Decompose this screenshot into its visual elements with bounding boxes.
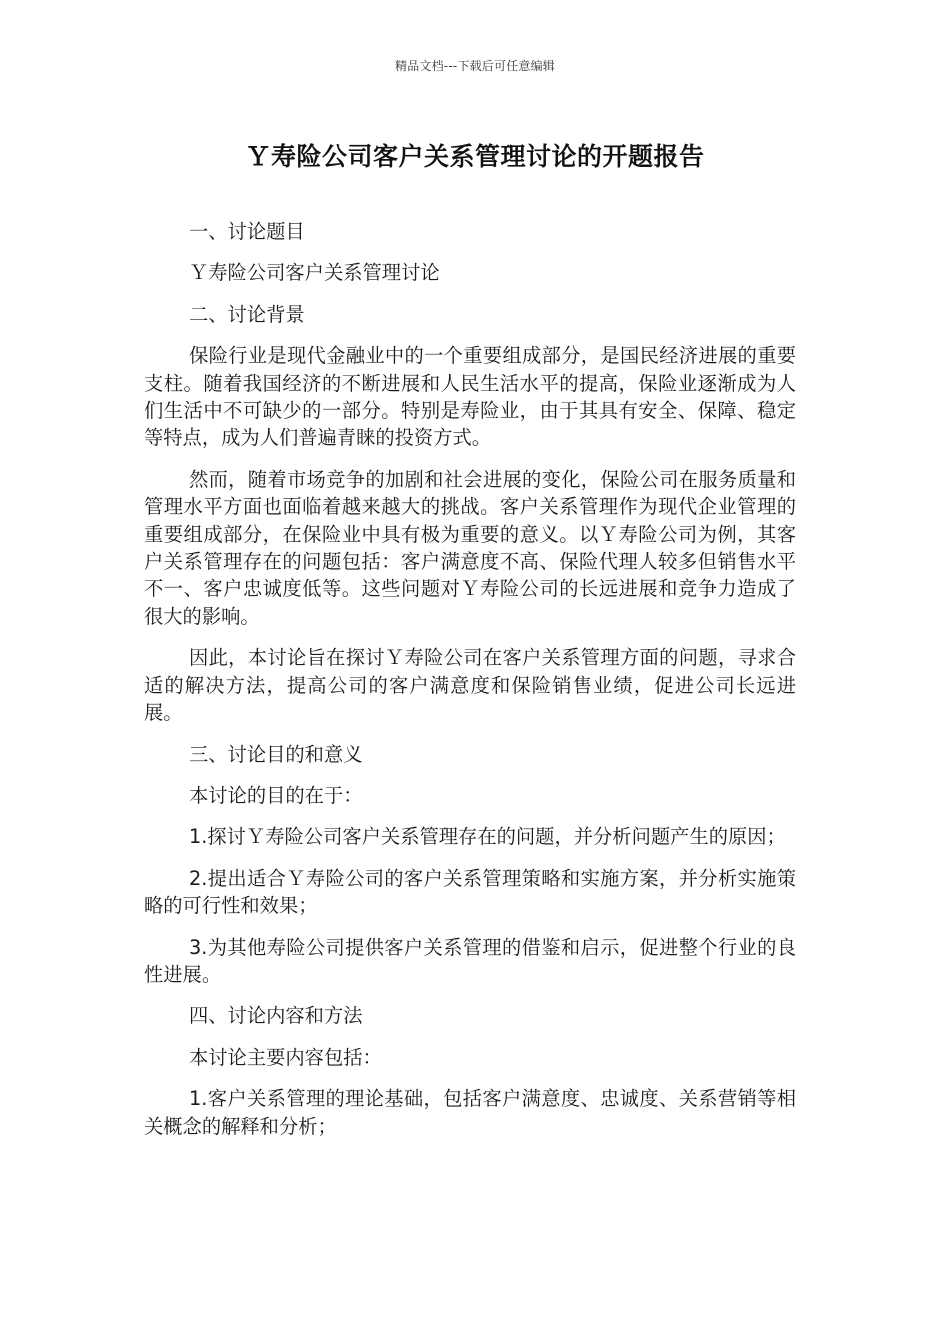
background-paragraph: 然而，随着市场竞争的加剧和社会进展的变化，保险公司在服务质量和管理水平方面也面临着越来越大的挑战。客户关系管理作为现代企业管理的重要组成部分，在保险业中具有极为重要的意义。以Ｙ寿险公司为例，其客户关系管理存在的问题包括：客户满意度不高、保险代理人较多但销售水平不一、客户忠诚度低等。这些问题对Ｙ寿险公司的长远进展和竞争力造成了很大的影响。 (144, 467, 796, 628)
purpose-item: 1.探讨Ｙ寿险公司客户关系管理存在的问题，并分析问题产生的原因； (189, 825, 786, 849)
section-heading-content-methods: 四、讨论内容和方法 (189, 1004, 363, 1028)
purpose-item: 3.为其他寿险公司提供客户关系管理的借鉴和启示，促进整个行业的良性进展。 (144, 935, 796, 986)
topic-text: Ｙ寿险公司客户关系管理讨论 (189, 261, 440, 285)
section-heading-topic: 一、讨论题目 (189, 220, 305, 243)
purpose-item: 2.提出适合Ｙ寿险公司的客户关系管理策略和实施方案，并分析实施策略的可行性和效果； (144, 866, 796, 918)
background-paragraph: 保险行业是现代金融业中的一个重要组成部分，是国民经济进展的重要支柱。随着我国经济的不断进展和人民生活水平的提高，保险业逐渐成为人们生活中不可缺少的一部分。特别是寿险业，由于其具有安全、保障、稳定等特点，成为人们普遍青睐的投资方式。 (144, 344, 796, 450)
document-body (144, 218, 796, 1154)
purpose-intro: 本讨论的目的在于： (189, 783, 363, 807)
document-title: Ｙ寿险公司客户关系管理讨论的开题报告 (245, 142, 705, 171)
content-item: 1.客户关系管理的理论基础，包括客户满意度、忠诚度、关系营销等相关概念的解释和分析； (144, 1087, 796, 1138)
section-heading-background: 二、讨论背景 (189, 302, 305, 326)
section-heading-purpose: 三、讨论目的和意义 (189, 742, 363, 766)
header-note: 精品文档---下载后可任意编辑 (395, 59, 555, 73)
background-paragraph: 因此，本讨论旨在探讨Ｙ寿险公司在客户关系管理方面的问题，寻求合适的解决方法，提高公司的客户满意度和保险销售业绩，促进公司长远进展。 (144, 646, 796, 725)
content-intro: 本讨论主要内容包括： (189, 1045, 382, 1069)
